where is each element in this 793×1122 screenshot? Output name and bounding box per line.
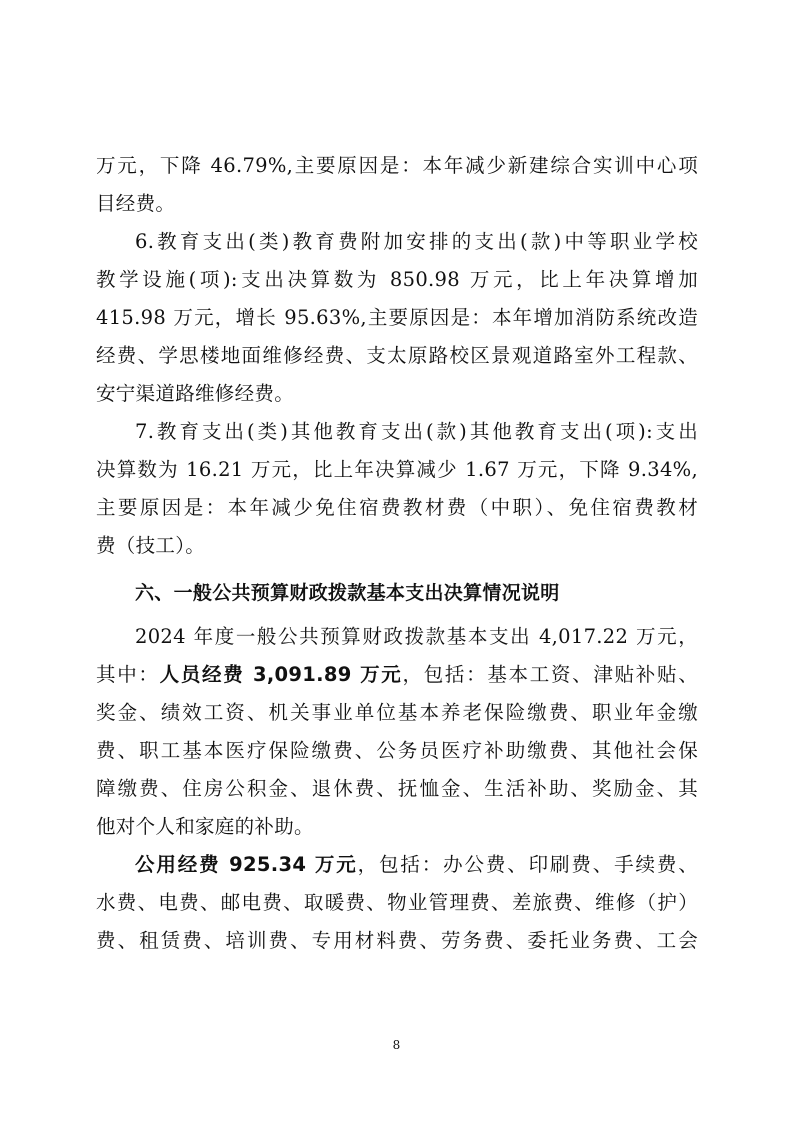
- text-line: 目经费。: [96, 192, 176, 215]
- public-expense-line: [135, 846, 698, 884]
- text-line: 决算数为 16.21 万元，比上年决算减少 1.67 万元，下降 9.34%,: [96, 458, 698, 481]
- text-line: 他对个人和家庭的补助。: [96, 815, 314, 838]
- personnel-expense-amount: 人员经费 3,091.89 万元: [159, 663, 403, 686]
- text-line: 费、租赁费、培训费、专用材料费、劳务费、委托业务费、工会: [96, 929, 698, 952]
- text-line: 万元，下降 46.79%,主要原因是：本年减少新建综合实训中心项: [96, 154, 698, 177]
- text-line: 2024 年度一般公共预算财政拨款基本支出 4,017.22 万元，: [135, 625, 698, 648]
- text-line: 障缴费、住房公积金、退休费、抚恤金、生活补助、奖励金、其: [96, 777, 698, 800]
- text-line: 费（技工）。: [96, 534, 206, 557]
- personnel-prefix: 其中：: [96, 663, 160, 686]
- text-line: 安宁渠道路维修经费。: [96, 382, 295, 405]
- text-line: 7.教育支出(类)其他教育支出(款)其他教育支出(项):支出: [135, 420, 698, 443]
- text-line: 6.教育支出(类)教育费附加安排的支出(款)中等职业学校: [135, 230, 698, 253]
- text-line: 费、职工基本医疗保险缴费、公务员医疗补助缴费、其他社会保: [96, 739, 698, 762]
- personnel-expense-line: [96, 656, 698, 694]
- section-heading: 六、一般公共预算财政拨款基本支出决算情况说明: [135, 582, 560, 604]
- text-line: 经费、学思楼地面维修经费、支太原路校区景观道路室外工程款、: [96, 344, 698, 367]
- page-number: 8: [392, 1038, 401, 1052]
- text-line: 主要原因是：本年减少免住宿费教材费（中职）、免住宿费教材: [96, 496, 698, 519]
- public-expense-amount: 公用经费 925.34 万元: [135, 853, 358, 876]
- text-line: 教学设施(项):支出决算数为 850.98 万元，比上年决算增加: [96, 268, 698, 291]
- text-line: 415.98 万元，增长 95.63%,主要原因是：本年增加消防系统改造: [96, 306, 698, 329]
- text-line: 水费、电费、邮电费、取暖费、物业管理费、差旅费、维修（护）: [96, 891, 698, 914]
- public-expense-rest: ，包括：办公费、印刷费、手续费、: [357, 853, 698, 876]
- personnel-expense-rest: ，包括：基本工资、津贴补贴、: [402, 663, 698, 686]
- text-line: 奖金、绩效工资、机关事业单位基本养老保险缴费、职业年金缴: [96, 701, 698, 724]
